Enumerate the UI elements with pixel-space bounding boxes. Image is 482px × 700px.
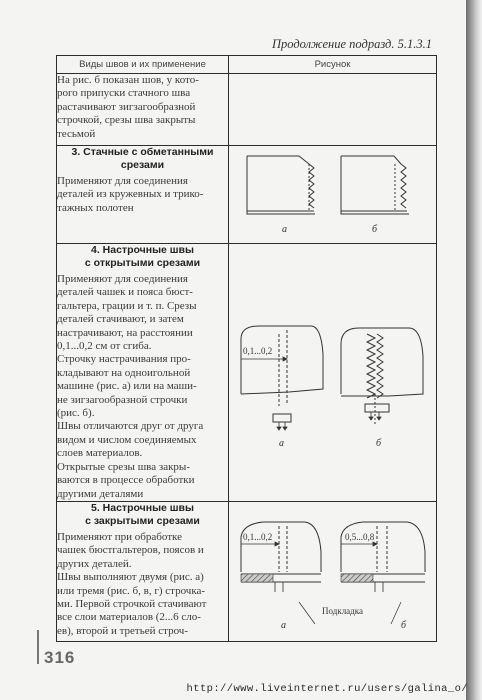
figure-label-a: а: [281, 619, 286, 631]
figure-label-a: а: [279, 438, 284, 449]
watermark-url: http://www.liveinternet.ru/users/galina_o/: [186, 683, 468, 695]
running-header: Продолжение подразд. 5.1.3.1: [271, 37, 432, 51]
page-number-bar: [37, 630, 39, 664]
figure-cell: [229, 244, 437, 502]
table-header-row: [57, 56, 437, 74]
seam-description: [57, 146, 229, 244]
table-row: [57, 146, 437, 244]
page-number: 316: [44, 648, 76, 667]
figure-label-b: б: [401, 619, 407, 631]
table-row: [57, 244, 437, 502]
figure-label-a: а: [282, 224, 287, 235]
seam-text: Применяют при обработке чашек бюстгальтеров, поясов и других деталей. Швы выполняют двумя (рис. а) или тремя (рис. б, в, г) строчка- ми. Первой строчкой стачивают все слои материалов (2...6 сло- ев), второй и третьей строч-: [57, 530, 207, 637]
table-row: [57, 74, 437, 146]
seam-text: Применяют для соединения деталей чашек и пояса бюст- гальтера, грации и т. п. Срезы деталей стачивают, и затем настрачивают, на расстоянии 0,1...0,2 см от сгиба. Строчку настрачивания про- кладывают на одноигольной машине (рис. а) или на маши- не зигзагообразной строчки (рис. б). Швы отличаются друг от друга видом и числом соединяемых слоев материалов. Открытые срезы шва закры- ваются в процессе обработки другими деталями: [57, 273, 204, 500]
seam-description: [57, 244, 229, 502]
seam-title: 3. Стачные с обметанными срезами: [71, 146, 214, 171]
figure-cell: [229, 146, 437, 244]
overlocked-seam-drawing: [229, 146, 435, 242]
book-spine-shadow: [466, 0, 482, 700]
dimension-label: 0,1...0,2: [243, 346, 273, 356]
dimension-label-b: 0,5...0,8: [345, 531, 375, 542]
figure-cell: [229, 501, 437, 641]
seams-table: [56, 55, 437, 642]
seam-description: [57, 74, 229, 146]
dimension-label-a: 0,1...0,2: [243, 531, 273, 542]
figure-label-b: б: [376, 438, 382, 449]
seam-title: 4. Настрочные швы с открытыми срезами: [84, 244, 201, 269]
table-row: [57, 501, 437, 641]
column-header-seams: Виды швов и их применение: [57, 56, 229, 74]
seam-text: На рис. б показан шов, у кото- рого припуски стачного шва растачивают зигзагообразной строчкой, срезы шва закрыты тесьмой: [57, 74, 199, 140]
topstitched-closed-seam-drawing: [229, 502, 435, 640]
lining-label: Подкладка: [322, 605, 363, 616]
figure-label-b: б: [372, 224, 378, 235]
seam-description: [57, 501, 229, 641]
seam-title: 5. Настрочные швы с закрытыми срезами: [85, 501, 200, 527]
topstitched-open-seam-drawing: [229, 244, 435, 494]
seam-text: Применяют для соединения деталей из кружевных и трико- тажных полотен: [57, 175, 204, 214]
column-header-figure: Рисунок: [229, 56, 437, 74]
figure-cell: [229, 74, 437, 146]
